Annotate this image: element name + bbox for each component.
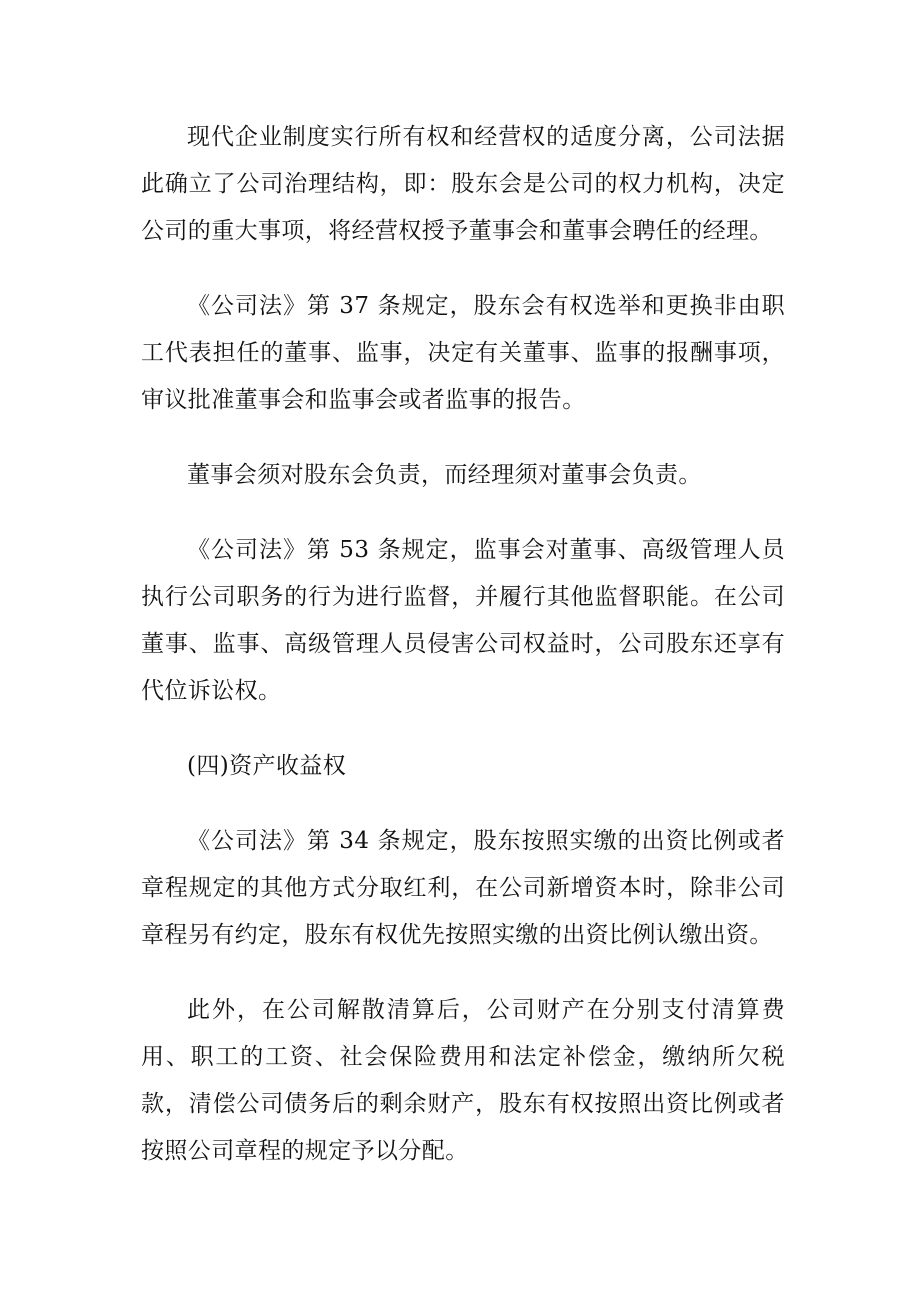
section-heading-asset-income-right: (四)资产收益权 <box>187 753 347 779</box>
paragraph-liquidation-distribution: 此外，在公司解散清算后，公司财产在分别支付清算费用、职工的工资、社会保险费用和法定补偿金，缴纳所欠税款，清偿公司债务后的剩余财产，股东有权按照出资比例或者按照公司章程的规定予以分配。 <box>141 997 785 1164</box>
paragraph-article-37: 《公司法》第 37 条规定，股东会有权选举和更换非由职工代表担任的董事、监事，决定有关董事、监事的报酬事项，审议批准董事会和监事会或者监事的报告。 <box>141 293 785 413</box>
document-body <box>141 114 785 1203</box>
paragraph-article-34: 《公司法》第 34 条规定，股东按照实缴的出资比例或者章程规定的其他方式分取红利，在公司新增资本时，除非公司章程另有约定，股东有权优先按照实缴的出资比例认缴出资。 <box>141 828 785 948</box>
paragraph-governance-structure: 现代企业制度实行所有权和经营权的适度分离，公司法据此确立了公司治理结构，即：股东会是公司的权力机构，决定公司的重大事项，将经营权授予董事会和董事会聘任的经理。 <box>141 124 785 244</box>
paragraph-article-53: 《公司法》第 53 条规定，监事会对董事、高级管理人员执行公司职务的行为进行监督，并履行其他监督职能。在公司董事、监事、高级管理人员侵害公司权益时，公司股东还享有代位诉讼权。 <box>141 537 785 704</box>
paragraph-board-responsibility: 董事会须对股东会负责，而经理须对董事会负责。 <box>187 462 702 488</box>
